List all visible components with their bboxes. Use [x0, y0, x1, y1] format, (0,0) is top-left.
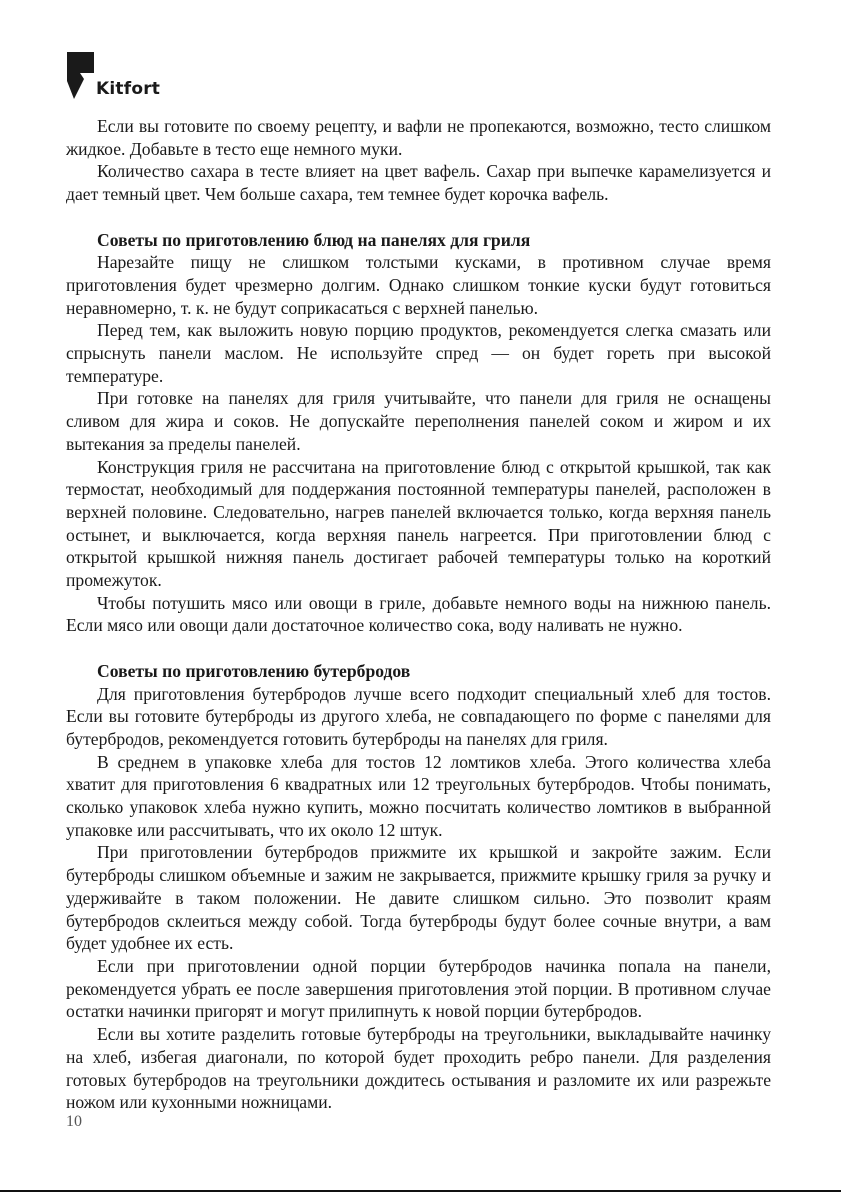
paragraph: Нарезайте пищу не слишком толстыми кусками, в противном случае время приготовления будет чрезмерно долгим. Однако слишком тонкие куски будут готовиться неравномерно, т. к. не будут соприкасаться с верхней панелью. [66, 252, 771, 318]
document-body [66, 115, 771, 1114]
page-number: 10 [66, 1113, 82, 1130]
section-heading-sandwiches: Советы по приготовлению бутербродов [97, 660, 411, 681]
paragraph: Чтобы потушить мясо или овощи в гриле, добавьте немного воды на нижнюю панель. Если мясо или овощи дали достаточное количество сока, воду наливать не нужно. [66, 592, 771, 636]
brand-name: Kitfort [96, 79, 161, 99]
paragraph: Если вы готовите по своему рецепту, и вафли не пропекаются, возможно, тесто слишком жидкое. Добавьте в тесто еще немного муки. [66, 116, 771, 159]
paragraph: В среднем в упаковке хлеба для тостов 12 ломтиков хлеба. Этого количества хлеба хватит для приготовления 6 квадратных или 12 треугольных бутербродов. Чтобы понимать, сколько упаковок хлеба нужно купить, можно посчитать количество ломтиков в выбранной упаковке или рассчитывать, что их около 12 штук. [66, 751, 771, 840]
paragraph: Конструкция гриля не рассчитана на приготовление блюд с открытой крышкой, так как термостат, необходимый для поддержания постоянной температуры панелей, расположен в верхней половине. Следовательно, нагрев панелей включается только, когда верхняя панель остынет, и выключается, когда верхняя панель нагреется. При приготовлении блюд с открытой крышкой нижняя панель достигает рабочей температуры только на короткий промежуток. [66, 456, 771, 591]
paragraph: Количество сахара в тесте влияет на цвет вафель. Сахар при выпечке карамелизуется и дает темный цвет. Чем больше сахара, тем темнее будет корочка вафель. [66, 161, 771, 205]
paragraph: При приготовлении бутербродов прижмите их крышкой и закройте зажим. Если бутерброды слишком объемные и зажим не закрывается, прижмите крышку гриля за ручку и удерживайте в таком положении. Не давите слишком сильно. Это позволит краям бутербродов склеиться между собой. Тогда бутерброды будут более сочные внутри, а вам будет удобнее их есть. [66, 842, 771, 954]
paragraph: Для приготовления бутербродов лучше всего подходит специальный хлеб для тостов. Если вы готовите бутерброды из другого хлеба, не совпадающего по форме с панелями для бутербродов, рекомендуется готовить бутерброды на панелях для гриля. [66, 683, 771, 749]
paragraph: Перед тем, как выложить новую порцию продуктов, рекомендуется слегка смазать или спрыснуть панели маслом. Не используйте спред — он будет гореть при высокой температуре. [66, 320, 771, 386]
paragraph: Если вы хотите разделить готовые бутерброды на треугольники, выкладывайте начинку на хлеб, избегая диагонали, по которой будет проходить ребро панели. Для разделения готовых бутербродов на треугольники дождитесь остывания и разломите их или разрежьте ножом или кухонными ножницами. [66, 1024, 771, 1113]
brand-logo [66, 51, 166, 101]
section-heading-grill: Советы по приготовлению блюд на панелях для гриля [97, 229, 531, 250]
paragraph: При готовке на панелях для гриля учитывайте, что панели для гриля не оснащены сливом для жира и соков. Не допускайте переполнения панелей соком и жиром и их вытекания за пределы панелей. [66, 388, 771, 454]
kitfort-logo-icon [66, 51, 96, 101]
bottom-divider [0, 1190, 841, 1192]
paragraph: Если при приготовлении одной порции бутербродов начинка попала на панели, рекомендуется убрать ее после завершения приготовления этой порции. В противном случае остатки начинки пригорят и могут прилипнуть к новой порции бутербродов. [66, 955, 771, 1022]
